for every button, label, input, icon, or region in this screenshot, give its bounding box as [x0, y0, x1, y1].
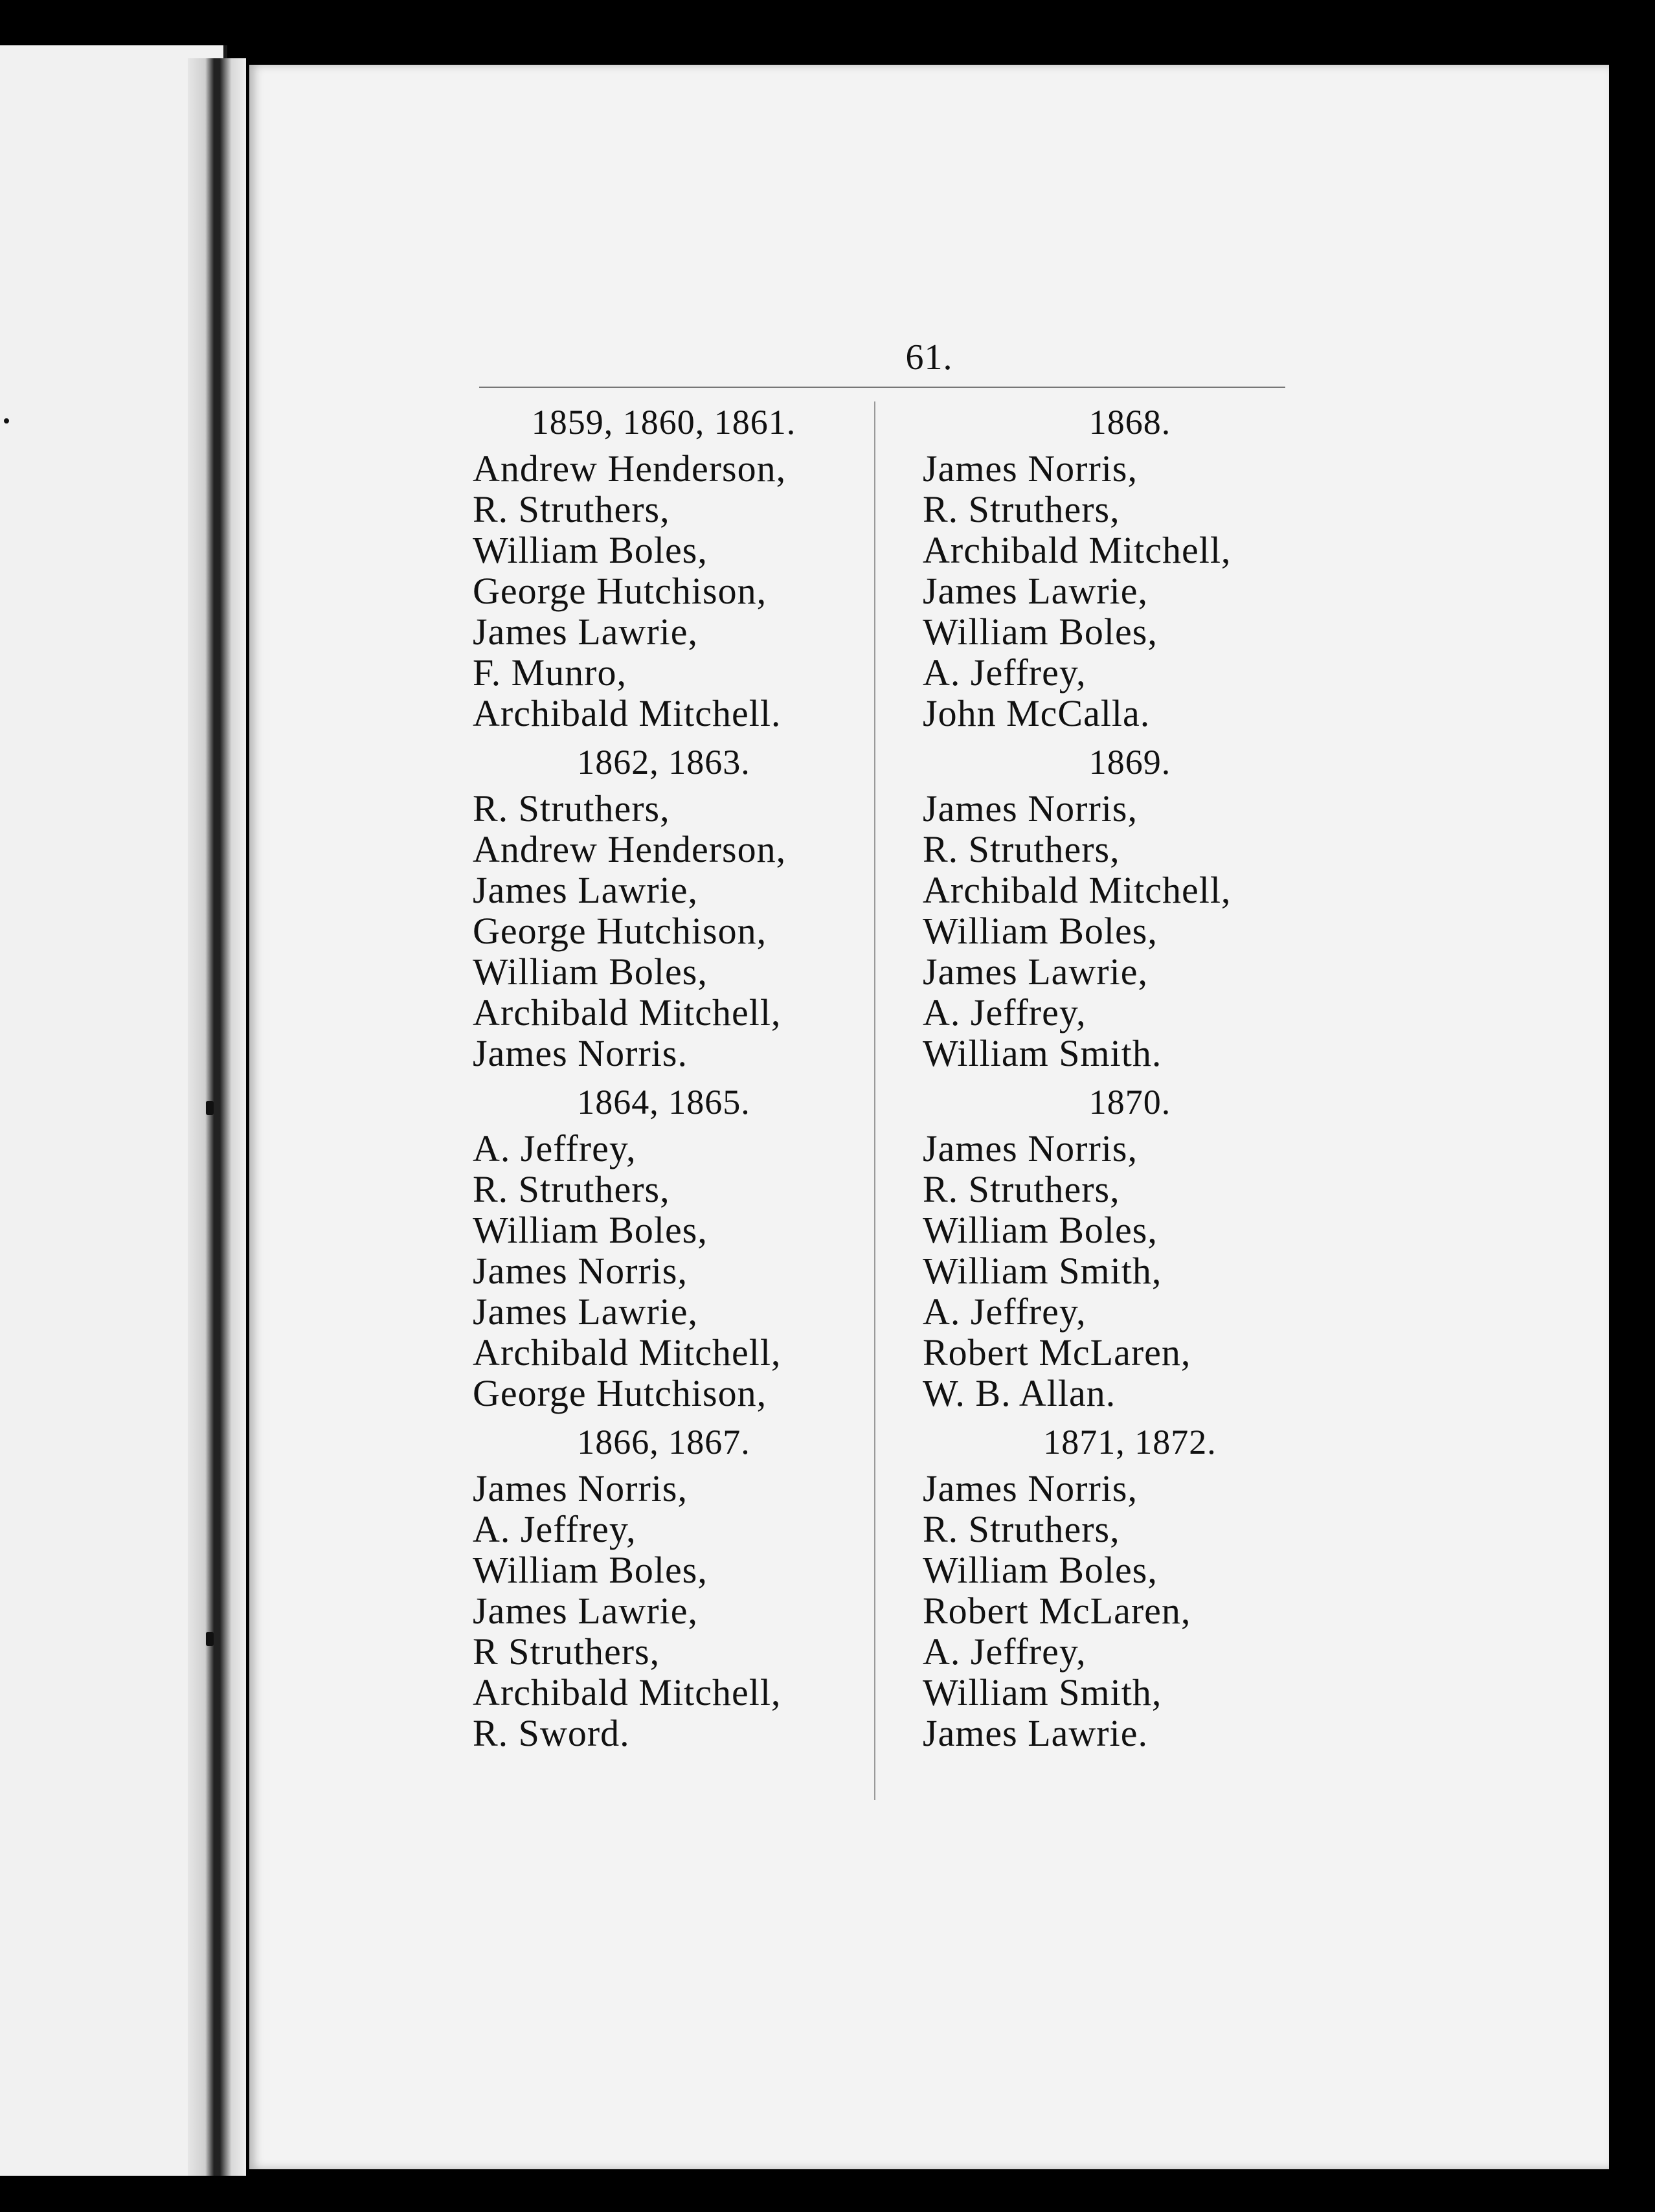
member-name: F. Munro, [473, 651, 627, 694]
binding-stitch [206, 1632, 214, 1646]
member-name: Archibald Mitchell. [473, 692, 782, 734]
member-name: William Boles, [923, 1209, 1158, 1251]
year-heading: 1862, 1863. [577, 743, 750, 782]
name-list [473, 788, 855, 1074]
year-block [473, 1081, 855, 1414]
member-name: James Norris, [473, 1250, 688, 1292]
member-name: R. Sword. [473, 1712, 630, 1754]
member-name: Archibald Mitchell, [923, 529, 1232, 571]
year-heading: 1859, 1860, 1861. [531, 403, 796, 442]
name-list [473, 448, 855, 734]
member-name: George Hutchison, [473, 1372, 767, 1414]
year-heading: 1869. [1088, 743, 1171, 782]
member-name: William Boles, [923, 910, 1158, 952]
member-name: William Boles, [473, 951, 708, 993]
member-name: R. Struthers, [923, 488, 1120, 530]
name-list [923, 448, 1337, 734]
member-name: Archibald Mitchell, [473, 991, 782, 1033]
member-name: William Boles, [923, 1549, 1158, 1591]
right-column [923, 401, 1337, 1754]
year-block [923, 401, 1337, 734]
book-spine [188, 58, 246, 2176]
member-name: William Boles, [473, 529, 708, 571]
member-name: James Lawrie, [473, 611, 698, 653]
member-name: William Smith. [923, 1032, 1162, 1074]
ink-speck [4, 418, 9, 423]
year-block [473, 1421, 855, 1754]
year-heading: 1871, 1872. [1043, 1423, 1217, 1462]
member-name: R Struthers, [473, 1631, 660, 1673]
member-name: Archibald Mitchell, [473, 1671, 782, 1713]
member-name: W. B. Allan. [923, 1372, 1116, 1414]
column-divider [874, 401, 875, 1800]
member-name: Archibald Mitchell, [473, 1331, 782, 1373]
member-name: A. Jeffrey, [923, 651, 1086, 694]
member-name: A. Jeffrey, [473, 1127, 636, 1169]
page-number: 61. [905, 337, 953, 378]
member-name: James Norris. [473, 1032, 688, 1074]
year-block [923, 1081, 1337, 1414]
member-name: Robert McLaren, [923, 1331, 1191, 1373]
member-name: James Norris, [923, 787, 1138, 830]
member-name: James Lawrie, [473, 1291, 698, 1333]
member-name: A. Jeffrey, [923, 991, 1086, 1033]
binding-stitch [206, 1101, 214, 1115]
member-name: James Lawrie, [923, 951, 1148, 993]
member-name: James Norris, [923, 1467, 1138, 1509]
member-name: R. Struthers, [923, 1508, 1120, 1550]
member-name: Archibald Mitchell, [923, 869, 1232, 911]
year-block [473, 401, 855, 734]
member-name: James Norris, [923, 1127, 1138, 1169]
member-name: William Boles, [473, 1549, 708, 1591]
member-name: James Norris, [923, 447, 1138, 490]
name-list [923, 788, 1337, 1074]
left-column [473, 401, 855, 1754]
year-block [923, 741, 1337, 1074]
name-list [923, 1468, 1337, 1754]
member-name: James Lawrie. [923, 1712, 1148, 1754]
year-heading: 1864, 1865. [577, 1083, 750, 1122]
member-name: James Lawrie, [923, 570, 1148, 612]
member-name: George Hutchison, [473, 570, 767, 612]
year-heading: 1866, 1867. [577, 1423, 750, 1462]
name-list [473, 1468, 855, 1754]
year-heading: 1868. [1088, 403, 1171, 442]
member-name: R. Struthers, [923, 828, 1120, 870]
member-name: William Boles, [473, 1209, 708, 1251]
header-rule [479, 387, 1285, 388]
member-name: James Lawrie, [473, 1590, 698, 1632]
member-name: George Hutchison, [473, 910, 767, 952]
member-name: William Smith, [923, 1671, 1162, 1713]
member-name: A. Jeffrey, [923, 1291, 1086, 1333]
member-name: William Smith, [923, 1250, 1162, 1292]
member-name: James Lawrie, [473, 869, 698, 911]
year-block [473, 741, 855, 1074]
year-block [923, 1421, 1337, 1754]
member-name: R. Struthers, [473, 488, 670, 530]
member-name: R. Struthers, [923, 1168, 1120, 1210]
member-name: R. Struthers, [473, 787, 670, 830]
member-name: A. Jeffrey, [923, 1631, 1086, 1673]
member-name: James Norris, [473, 1467, 688, 1509]
name-list [923, 1128, 1337, 1414]
member-name: R. Struthers, [473, 1168, 670, 1210]
member-name: William Boles, [923, 611, 1158, 653]
member-name: Andrew Henderson, [473, 828, 787, 870]
member-name: John McCalla. [923, 692, 1151, 734]
year-heading: 1870. [1088, 1083, 1171, 1122]
member-name: Robert McLaren, [923, 1590, 1191, 1632]
member-name: Andrew Henderson, [473, 447, 787, 490]
member-name: A. Jeffrey, [473, 1508, 636, 1550]
page [249, 65, 1609, 2169]
name-list [473, 1128, 855, 1414]
